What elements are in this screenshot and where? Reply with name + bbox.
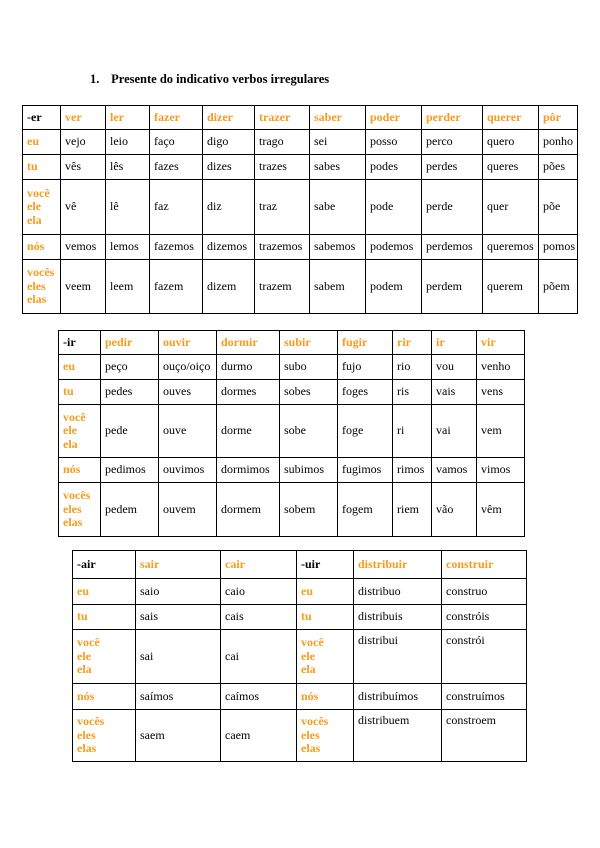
section-number: 1. bbox=[90, 72, 100, 86]
verb-form-cell: foges bbox=[338, 380, 393, 405]
verb-form-cell: vê bbox=[61, 180, 106, 235]
table-row bbox=[59, 380, 525, 405]
verb-header: construir bbox=[442, 551, 527, 579]
pronoun-cell: eu bbox=[297, 579, 354, 605]
verb-form-cell: vêm bbox=[477, 483, 525, 537]
verb-form-cell: sei bbox=[310, 130, 366, 155]
verb-form-cell: subo bbox=[280, 355, 338, 380]
verb-form-cell: fazem bbox=[150, 260, 203, 314]
table-row bbox=[23, 130, 578, 155]
table-header-row bbox=[23, 106, 578, 130]
verb-form-cell: saem bbox=[136, 710, 221, 762]
table-row bbox=[59, 405, 525, 458]
verb-form-cell: dormes bbox=[217, 380, 280, 405]
verb-header: cair bbox=[221, 551, 297, 579]
ir-verbs-table bbox=[58, 330, 525, 537]
verb-form-cell: vens bbox=[477, 380, 525, 405]
verb-form-cell: podem bbox=[366, 260, 422, 314]
verb-form-cell: vou bbox=[432, 355, 477, 380]
table-row bbox=[23, 260, 578, 314]
verb-form-cell: fujo bbox=[338, 355, 393, 380]
verb-form-cell: sabemos bbox=[310, 235, 366, 260]
verb-header: dormir bbox=[217, 331, 280, 355]
verb-header: subir bbox=[280, 331, 338, 355]
verb-form-cell: fazes bbox=[150, 155, 203, 180]
verb-header: sair bbox=[136, 551, 221, 579]
verb-form-cell: dormem bbox=[217, 483, 280, 537]
pronoun-cell: tu bbox=[297, 605, 354, 630]
verb-form-cell: dorme bbox=[217, 405, 280, 458]
verb-header: ir bbox=[432, 331, 477, 355]
verb-form-cell: vejo bbox=[61, 130, 106, 155]
verb-form-cell: ouvem bbox=[159, 483, 217, 537]
verb-form-cell: ouve bbox=[159, 405, 217, 458]
verb-form-cell: vão bbox=[432, 483, 477, 537]
verb-form-cell: põem bbox=[539, 260, 578, 314]
verb-form-cell: ris bbox=[393, 380, 432, 405]
verb-form-cell: dizem bbox=[203, 260, 255, 314]
pronoun-cell: eu bbox=[59, 355, 101, 380]
verb-form-cell: caímos bbox=[221, 684, 297, 710]
verb-form-cell: sobem bbox=[280, 483, 338, 537]
verb-form-cell: pedes bbox=[101, 380, 159, 405]
verb-form-cell: fogem bbox=[338, 483, 393, 537]
verb-form-cell: trazemos bbox=[255, 235, 310, 260]
verb-form-cell: lê bbox=[106, 180, 150, 235]
pronoun-cell: eu bbox=[23, 130, 61, 155]
verb-form-cell: faço bbox=[150, 130, 203, 155]
table-row bbox=[73, 579, 527, 605]
verb-form-cell: pedimos bbox=[101, 458, 159, 483]
verb-form-cell: subimos bbox=[280, 458, 338, 483]
verb-form-cell: cais bbox=[221, 605, 297, 630]
verb-form-cell: sabem bbox=[310, 260, 366, 314]
verb-form-cell: distribuo bbox=[354, 579, 442, 605]
verb-form-cell: pode bbox=[366, 180, 422, 235]
verb-form-cell: distribui bbox=[354, 630, 442, 684]
pronoun-cell: nós bbox=[59, 458, 101, 483]
verb-form-cell: queremos bbox=[483, 235, 539, 260]
verb-form-cell: ouço/oiço bbox=[159, 355, 217, 380]
verb-form-cell: caem bbox=[221, 710, 297, 762]
verb-form-cell: fazemos bbox=[150, 235, 203, 260]
verb-header: ler bbox=[106, 106, 150, 130]
verb-form-cell: pede bbox=[101, 405, 159, 458]
conjugation-group-label: -er bbox=[23, 106, 61, 130]
verb-form-cell: fugimos bbox=[338, 458, 393, 483]
verb-form-cell: leio bbox=[106, 130, 150, 155]
pronoun-cell: eu bbox=[73, 579, 136, 605]
conjugation-group-label: -air bbox=[73, 551, 136, 579]
pronoun-cell: você ele ela bbox=[73, 630, 136, 684]
pronoun-cell: vocês eles elas bbox=[73, 710, 136, 762]
table-row bbox=[73, 710, 527, 762]
section-title: Presente do indicativo verbos irregulares bbox=[111, 72, 330, 86]
verb-form-cell: ri bbox=[393, 405, 432, 458]
verb-form-cell: construímos bbox=[442, 684, 527, 710]
verb-header: trazer bbox=[255, 106, 310, 130]
verb-form-cell: vais bbox=[432, 380, 477, 405]
verb-form-cell: constroem bbox=[442, 710, 527, 762]
verb-form-cell: sabes bbox=[310, 155, 366, 180]
verb-form-cell: lês bbox=[106, 155, 150, 180]
verb-form-cell: veem bbox=[61, 260, 106, 314]
verb-form-cell: perco bbox=[422, 130, 483, 155]
verb-form-cell: ponho bbox=[539, 130, 578, 155]
table-header-row bbox=[59, 331, 525, 355]
table-row bbox=[73, 630, 527, 684]
pronoun-cell: nós bbox=[23, 235, 61, 260]
verb-form-cell: posso bbox=[366, 130, 422, 155]
verb-header: dizer bbox=[203, 106, 255, 130]
pronoun-cell: tu bbox=[59, 380, 101, 405]
verb-form-cell: faz bbox=[150, 180, 203, 235]
pronoun-cell: vocês eles elas bbox=[59, 483, 101, 537]
pronoun-cell: você ele ela bbox=[59, 405, 101, 458]
verb-form-cell: querem bbox=[483, 260, 539, 314]
verb-form-cell: digo bbox=[203, 130, 255, 155]
pronoun-cell: você ele ela bbox=[297, 630, 354, 684]
verb-form-cell: quer bbox=[483, 180, 539, 235]
verb-form-cell: trago bbox=[255, 130, 310, 155]
verb-header: querer bbox=[483, 106, 539, 130]
verb-form-cell: traz bbox=[255, 180, 310, 235]
verb-form-cell: perdemos bbox=[422, 235, 483, 260]
verb-form-cell: saímos bbox=[136, 684, 221, 710]
table-row bbox=[23, 180, 578, 235]
verb-form-cell: constrói bbox=[442, 630, 527, 684]
verb-form-cell: caio bbox=[221, 579, 297, 605]
verb-form-cell: dizemos bbox=[203, 235, 255, 260]
pronoun-cell: tu bbox=[23, 155, 61, 180]
table-row bbox=[73, 605, 527, 630]
section-heading bbox=[90, 72, 329, 87]
verb-form-cell: vemos bbox=[61, 235, 106, 260]
pronoun-cell: tu bbox=[73, 605, 136, 630]
verb-header: poder bbox=[366, 106, 422, 130]
verb-form-cell: peço bbox=[101, 355, 159, 380]
pronoun-cell: nós bbox=[297, 684, 354, 710]
verb-form-cell: distribuis bbox=[354, 605, 442, 630]
verb-form-cell: podes bbox=[366, 155, 422, 180]
verb-header: pôr bbox=[539, 106, 578, 130]
verb-form-cell: sabe bbox=[310, 180, 366, 235]
table-row bbox=[23, 235, 578, 260]
pronoun-cell: nós bbox=[73, 684, 136, 710]
table-row bbox=[59, 458, 525, 483]
er-verbs-table bbox=[22, 105, 578, 314]
verb-form-cell: sobe bbox=[280, 405, 338, 458]
verb-form-cell: sobes bbox=[280, 380, 338, 405]
table-header-row bbox=[73, 551, 527, 579]
verb-form-cell: ouvimos bbox=[159, 458, 217, 483]
verb-form-cell: trazem bbox=[255, 260, 310, 314]
verb-form-cell: sai bbox=[136, 630, 221, 684]
verb-form-cell: pomos bbox=[539, 235, 578, 260]
verb-form-cell: quero bbox=[483, 130, 539, 155]
verb-header: ver bbox=[61, 106, 106, 130]
pronoun-cell: vocês eles elas bbox=[297, 710, 354, 762]
verb-header: distribuir bbox=[354, 551, 442, 579]
pronoun-cell: você ele ela bbox=[23, 180, 61, 235]
verb-form-cell: distribuem bbox=[354, 710, 442, 762]
verb-header: perder bbox=[422, 106, 483, 130]
verb-form-cell: rimos bbox=[393, 458, 432, 483]
verb-form-cell: queres bbox=[483, 155, 539, 180]
verb-form-cell: rio bbox=[393, 355, 432, 380]
verb-form-cell: durmo bbox=[217, 355, 280, 380]
verb-form-cell: perdem bbox=[422, 260, 483, 314]
verb-header: ouvir bbox=[159, 331, 217, 355]
verb-form-cell: foge bbox=[338, 405, 393, 458]
verb-form-cell: distribuímos bbox=[354, 684, 442, 710]
conjugation-group-label: -uir bbox=[297, 551, 354, 579]
pronoun-cell: vocês eles elas bbox=[23, 260, 61, 314]
verb-form-cell: sais bbox=[136, 605, 221, 630]
verb-form-cell: pões bbox=[539, 155, 578, 180]
verb-header: fazer bbox=[150, 106, 203, 130]
verb-form-cell: vem bbox=[477, 405, 525, 458]
verb-form-cell: venho bbox=[477, 355, 525, 380]
table-row bbox=[59, 483, 525, 537]
verb-form-cell: perdes bbox=[422, 155, 483, 180]
verb-header: fugir bbox=[338, 331, 393, 355]
verb-form-cell: trazes bbox=[255, 155, 310, 180]
verb-form-cell: riem bbox=[393, 483, 432, 537]
verb-form-cell: leem bbox=[106, 260, 150, 314]
verb-form-cell: constróis bbox=[442, 605, 527, 630]
verb-form-cell: diz bbox=[203, 180, 255, 235]
verb-form-cell: põe bbox=[539, 180, 578, 235]
table-row bbox=[73, 684, 527, 710]
verb-form-cell: podemos bbox=[366, 235, 422, 260]
air-uir-verbs-table bbox=[72, 550, 527, 762]
verb-form-cell: perde bbox=[422, 180, 483, 235]
verb-form-cell: construo bbox=[442, 579, 527, 605]
verb-header: vir bbox=[477, 331, 525, 355]
verb-form-cell: pedem bbox=[101, 483, 159, 537]
table-row bbox=[59, 355, 525, 380]
verb-form-cell: lemos bbox=[106, 235, 150, 260]
verb-form-cell: vimos bbox=[477, 458, 525, 483]
verb-header: saber bbox=[310, 106, 366, 130]
verb-form-cell: vai bbox=[432, 405, 477, 458]
verb-form-cell: saio bbox=[136, 579, 221, 605]
verb-form-cell: ouves bbox=[159, 380, 217, 405]
verb-form-cell: vamos bbox=[432, 458, 477, 483]
conjugation-group-label: -ir bbox=[59, 331, 101, 355]
verb-form-cell: dizes bbox=[203, 155, 255, 180]
table-row bbox=[23, 155, 578, 180]
verb-form-cell: cai bbox=[221, 630, 297, 684]
verb-form-cell: vês bbox=[61, 155, 106, 180]
verb-form-cell: dormimos bbox=[217, 458, 280, 483]
verb-header: pedir bbox=[101, 331, 159, 355]
verb-header: rir bbox=[393, 331, 432, 355]
